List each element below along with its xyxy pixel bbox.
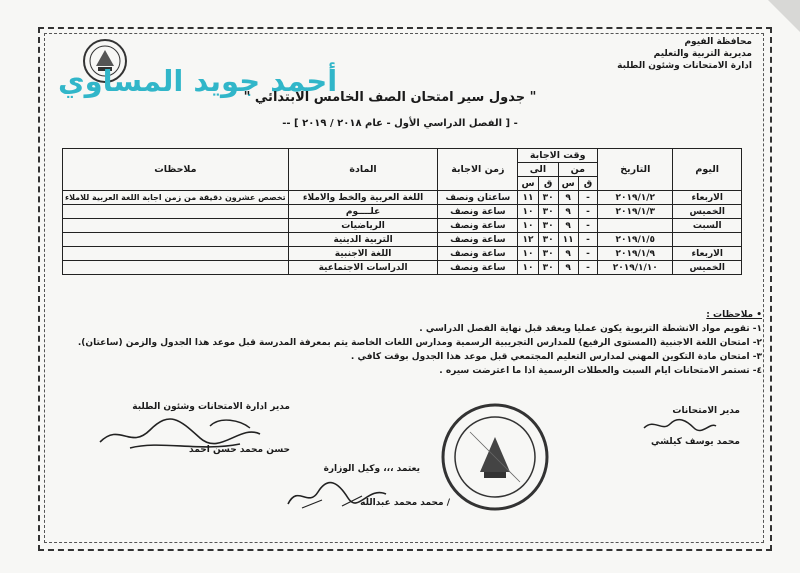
cell-subject: اللغة الاجنبية (288, 247, 438, 261)
cell-note (63, 205, 289, 219)
cell-duration: ساعة ونصف (438, 219, 518, 233)
cell-day (673, 233, 742, 247)
cell-to-q: ٣٠ (538, 219, 558, 233)
cell-to-q: ٣٠ (538, 191, 558, 205)
cell-subject: الرياضيات (288, 219, 438, 233)
cell-to-q: ٣٠ (538, 247, 558, 261)
cell-duration: ساعة ونصف (438, 261, 518, 275)
header-to-s: س (518, 177, 538, 191)
left-signer-name: حسن محمد حسن احمد (189, 445, 290, 455)
handwritten-signature-right (640, 416, 720, 434)
cell-date: ٢٠١٩/١/٩ (598, 247, 673, 261)
header-from: من (558, 163, 598, 177)
page-curl (768, 0, 800, 32)
left-signer-title: مدير ادارة الامتحانات وشئون الطلبة (132, 402, 290, 412)
cell-to-q: ٣٠ (538, 233, 558, 247)
header-subject: المادة (288, 149, 438, 191)
cell-from-s: ٩ (558, 247, 578, 261)
note-item-2: ٢- امتحان اللغة الاجنبية (المستوى الرفيع) للمدارس التجريبية الرسمية ومدارس اللغات الخاصة يتم بمعرفة المدرسة قبل موعد هذا الجدول والزمن (ساعتان). (77, 338, 762, 348)
official-stamp-icon (440, 402, 550, 512)
cell-subject: التربية الدينية (288, 233, 438, 247)
cell-day: الاربعاء (673, 191, 742, 205)
cell-duration: ساعة ونصف (438, 247, 518, 261)
cell-date: ٢٠١٩/١/١٠ (598, 261, 673, 275)
ministry-header (572, 36, 752, 72)
cell-from-q: - (578, 247, 597, 261)
cell-to-s: ١٠ (518, 205, 538, 219)
table-row (63, 219, 742, 233)
cell-subject: الدراسات الاجتماعية (288, 261, 438, 275)
cell-day: الاربعاء (673, 247, 742, 261)
center-signer-name-wrap (330, 498, 450, 508)
cell-to-s: ١٢ (518, 233, 538, 247)
cell-subject: اللغة العربية والخط والاملاء (288, 191, 438, 205)
note-item-3: ٣- امتحان مادة التكوين المهني لمدارس التعليم المجتمعي قبل موعد هذا الجدول بوقت كافي . (350, 352, 762, 362)
notes-section (62, 308, 762, 378)
cell-note (63, 233, 289, 247)
page-title: " جدول سير امتحان الصف الخامس الابتدائي " (243, 90, 537, 105)
cell-day: الخميس (673, 261, 742, 275)
header-day: اليوم (673, 149, 742, 191)
table-row (63, 191, 742, 205)
cell-day: الخميس (673, 205, 742, 219)
table-row (63, 247, 742, 261)
cell-from-s: ١١ (558, 233, 578, 247)
note-item-4: ٤- تستمر الامتحانات ايام السبت والعطلات الرسمية اذا ما اعترضت سيره . (439, 366, 762, 376)
signature-left (70, 402, 290, 455)
cell-from-s: ٩ (558, 219, 578, 233)
cell-from-q: - (578, 233, 597, 247)
cell-note: تخصص عشرون دقيقة من زمن اجابة اللغة العربية للاملاء (63, 191, 289, 205)
cell-from-q: - (578, 205, 597, 219)
center-signer-name: / محمد محمد عبدالله (360, 498, 450, 508)
cell-to-s: ١٠ (518, 261, 538, 275)
header-to-q: ق (538, 177, 558, 191)
header-duration: زمن الاجابة (438, 149, 518, 191)
cell-from-q: - (578, 261, 597, 275)
table-row (63, 205, 742, 219)
author-watermark: أحمد جويد المساوي (58, 64, 338, 98)
right-signer-title: مدير الامتحانات (672, 406, 740, 416)
cell-note (63, 261, 289, 275)
header-answer-time: وقت الاجابة (518, 149, 598, 163)
cell-subject: علــــوم (288, 205, 438, 219)
cell-from-q: - (578, 219, 597, 233)
table-body (63, 191, 742, 275)
cell-from-q: - (578, 191, 597, 205)
cell-duration: ساعة ونصف (438, 205, 518, 219)
exam-schedule-table (62, 148, 742, 275)
cell-date: ٢٠١٩/١/٣ (598, 205, 673, 219)
cell-note (63, 219, 289, 233)
cell-duration: ساعة ونصف (438, 233, 518, 247)
cell-note (63, 247, 289, 261)
cell-to-s: ١١ (518, 191, 538, 205)
page-subtitle: - [ الفصل الدراسي الأول - عام ٢٠١٨ / ٢٠١٩ ] -- (282, 118, 518, 129)
cell-day: السبت (673, 219, 742, 233)
notes-heading: • ملاحظات : (706, 310, 762, 320)
center-signer-title: يعتمد ،،، وكيل الوزارة (323, 464, 420, 474)
signature-center (270, 464, 420, 474)
header-from-s: س (558, 177, 578, 191)
ministry-line-2: مديرية التربية والتعليم (653, 49, 752, 59)
cell-to-q: ٣٠ (538, 261, 558, 275)
cell-from-s: ٩ (558, 261, 578, 275)
right-signer-name: محمد يوسف كيلشي (651, 437, 740, 447)
cell-date (598, 219, 673, 233)
cell-duration: ساعتان ونصف (438, 191, 518, 205)
table-header-row-1 (63, 149, 742, 163)
cell-to-q: ٣٠ (538, 205, 558, 219)
cell-from-s: ٩ (558, 191, 578, 205)
header-to: الى (518, 163, 558, 177)
table-row (63, 261, 742, 275)
header-notes: ملاحظات (63, 149, 289, 191)
table-row (63, 233, 742, 247)
header-from-q: ق (578, 177, 597, 191)
cell-date: ٢٠١٩/١/٢ (598, 191, 673, 205)
cell-to-s: ١٠ (518, 219, 538, 233)
cell-from-s: ٩ (558, 205, 578, 219)
cell-to-s: ١٠ (518, 247, 538, 261)
cell-date: ٢٠١٩/١/٥ (598, 233, 673, 247)
note-item-1: ١- تقويم مواد الانشطة التربوية يكون عمليا ويعقد قبل نهاية الفصل الدراسي . (419, 324, 762, 334)
ministry-line-3: ادارة الامتحانات وشئون الطلبة (617, 61, 752, 71)
ministry-line-1: محافظة الفيوم (684, 37, 752, 47)
header-date: التاريخ (598, 149, 673, 191)
signature-right (600, 406, 740, 447)
